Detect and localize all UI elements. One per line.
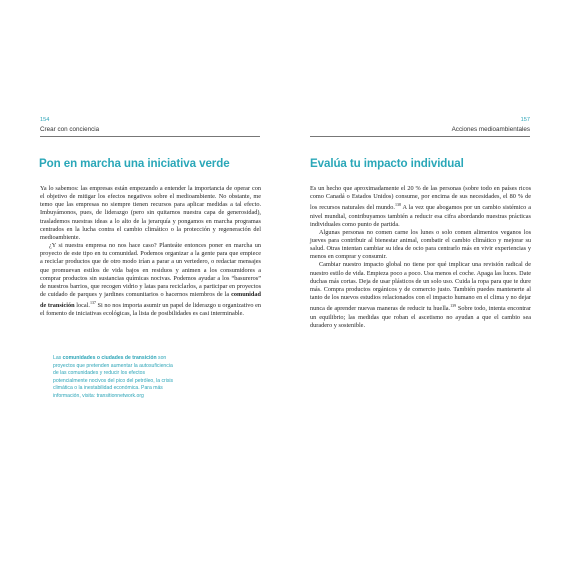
sidenote: Las comunidades o ciudades de transición son proyectos que pretenden aumentar la autosuficiencia de las comunidades y reducir los efectos potencialmente nocivos del pico del petróleo, la crisis climática o la inestabilidad económica. Para más información, visita: transitionnetwork.org <box>53 355 174 399</box>
body-text <box>310 185 531 330</box>
footnote-ref: 137 <box>89 300 96 306</box>
page-number: 157 <box>520 117 530 123</box>
paragraph: Algunas personas no comen carne los lunes o solo comen alimentos veganos los jueves para contribuir al bienestar animal, combatir el cambio climático y mejorar su salud. Otras intentan cambiar su idea de ocio para centrarlo más en vivir experiencias y menos en comprar y consumir. <box>310 228 531 261</box>
running-head: Acciones medioambientales <box>451 126 530 133</box>
paragraph: ¿Y si nuestra empresa no nos hace caso? Planteáte entonces poner en marcha un proyecto de este tipo en tu comunidad. Podemos organizar a la gente para que empiece a reciclar productos que de otro modo irían a parar a un vertedero, o redactar mensajes que promuevan estilos de vida bajos en residuos y animen a los consumidores a comprar productos sin sustancias químicas nocivas. Podemos ayudar a los “basureros” de nuestros barrios, que recogen vidrio y latas para reciclarlos, a participar en proyectos de cuidado de parques y jardines comunitarios o hacernos miembros de la comunidad de transición local.$^{137}$ Si no nos importa asumir un papel de liderazgo u organizativo en el fomento de iniciativas ecológicas, la lista de posibilidades es casi interminable. <box>40 242 261 318</box>
section-title: Pon en marcha una iniciativa verde <box>39 157 230 170</box>
body-text <box>40 185 261 319</box>
right-page <box>285 0 570 570</box>
page-number: 154 <box>40 117 50 123</box>
header-rule <box>40 136 260 137</box>
bold-term: comunidad de transición <box>40 291 261 310</box>
paragraph: Cambiar nuestro impacto global no tiene por qué implicar una revisión radical de nuestro estilo de vida. Empieza poco a poco. Usa menos el coche. Apaga las luces. Date duchas más cortas. Deja de usar plásticos de un solo uso. Cuida la ropa para que te dure más. Compra productos orgánicos y de comercio justo. También puedes mantenerte al tanto de los nuevos estudios relacionados con el impacto humano en el clima y no dejar nunca de aprender nuevas maneras de reducir tu huella.$^{139}$ Sobre todo, intenta encontrar un equilibrio; las medidas que roban el ascetismo no ayudan a que el cambio sea duradero y sostenible. <box>310 261 531 329</box>
footnote-ref: 139 <box>450 303 457 309</box>
paragraph: Es un hecho que aproximadamente el 20 % de las personas (sobre todo en países ricos como Canadá o Estados Unidos) consume, por encima de sus necesidades, el 80 % de los recursos naturales del mundo.$^{138}$ A la vez que abogamos por un cambio sistémico a nivel mundial, contribuyamos también a reducir esa cifra abordando nuestras prácticas individuales como punto de partida. <box>310 185 531 228</box>
paragraph: Ya lo sabemos: las empresas están empezando a entender la importancia de operar con el objetivo de mitigar los efectos negativos sobre el medioambiente. No obstante, me temo que las empresas no siempre tienen recursos para aplicar medidas a tal efecto. Imbuyámonos, pues, de liderazgo (pero sin quitarnos nuestra capa de generosidad), traslademos nuestras ideas a lo alto de la jerarquía y pongamos en marcha programas centrados en la lucha contra el cambio climático o la protección y regeneración del medioambiente. <box>40 185 261 241</box>
section-title: Evalúa tu impacto individual <box>310 157 464 170</box>
header-rule <box>310 136 530 137</box>
footnote-ref: 138 <box>394 202 401 208</box>
running-head: Crear con conciencia <box>40 126 100 133</box>
